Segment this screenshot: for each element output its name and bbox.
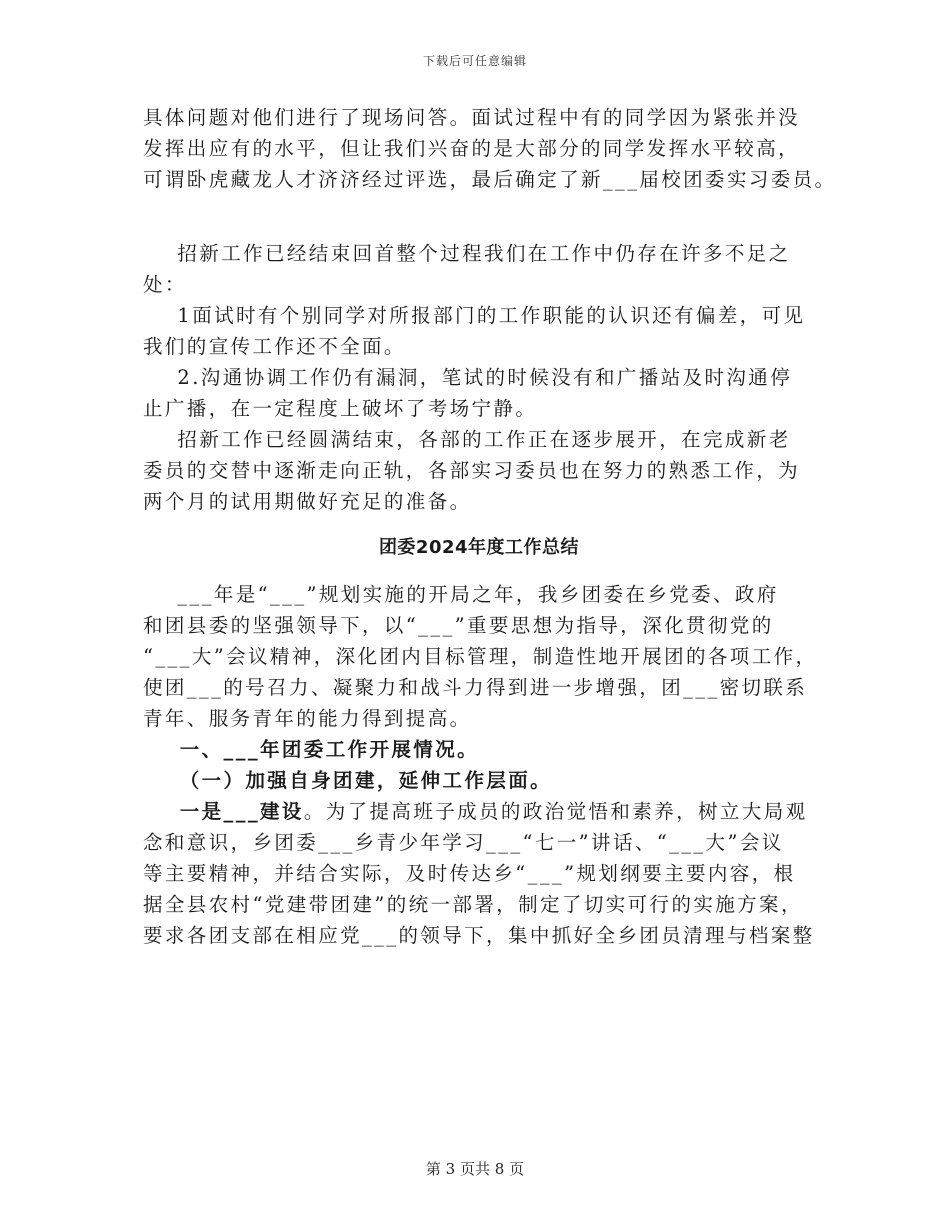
text-line: 等主要精神，并结合实际，及时传达乡“___”规划纲要主要内容，根 <box>143 862 796 885</box>
page-footer: 第 3 页共 8 页 <box>425 1160 525 1178</box>
text-line: 2.沟通协调工作仍有漏洞，笔试的时候没有和广播站及时沟通停 <box>143 366 793 389</box>
text-line: 招新工作已经结束回首整个过程我们在工作中仍存在许多不足之 <box>143 242 791 265</box>
text-line <box>143 796 815 827</box>
text-line: 使团___的号召力、凝聚力和战斗力得到进一步增强，团___密切联系 <box>143 676 808 699</box>
text-line: 1面试时有个别同学对所报部门的工作职能的认识还有偏差，可见 <box>143 304 806 327</box>
text-line: “___大”会议精神，深化团内目标管理，制造性地开展团的各项工作， <box>143 645 818 668</box>
heading-level-2: （一）加强自身团建，延伸工作层面。 <box>143 769 553 792</box>
text-line: 招新工作已经圆满结束，各部的工作正在逐步展开，在完成新老 <box>143 428 791 451</box>
text-line: 具体问题对他们进行了现场问答。面试过程中有的同学因为紧张并没 <box>143 106 801 129</box>
document-body <box>143 102 837 951</box>
text-line: 念和意识，乡团委___乡青少年学习___“七一”讲话、“___大”会议 <box>143 831 784 854</box>
paragraph-gap <box>143 567 815 579</box>
paragraph-gap <box>143 517 815 529</box>
section-title: 团委2024年度工作总结 <box>378 537 580 558</box>
text-line: 和团县委的坚强领导下，以“___”重要思想为指导，深化贯彻党的 <box>143 614 774 637</box>
text-line: ___年是“___”规划实施的开局之年，我乡团委在乡党委、政府 <box>143 583 779 606</box>
text-line: 青年、服务青年的能力得到提高。 <box>143 707 472 730</box>
text-line: 止广播，在一定程度上破坏了考场宁静。 <box>143 397 538 420</box>
text-line: 可谓卧虎藏龙人才济济经过评选，最后确定了新___届校团委实习委员。 <box>143 168 837 191</box>
text-line: 两个月的试用期做好充足的准备。 <box>143 490 472 513</box>
paragraph-gap <box>143 195 815 238</box>
lead-phrase: 一是___建设 <box>143 800 304 823</box>
text-line: 据全县农村“党建带团建”的统一部署，制定了切实可行的实施方案， <box>143 893 803 916</box>
text-line: 要求各团支部在相应党___的领导下，集中抓好全乡团员清理与档案整 <box>143 924 815 947</box>
text-line: 发挥出应有的水平，但让我们兴奋的是大部分的同学发挥水平较高， <box>143 137 801 160</box>
text-line: 我们的宣传工作还不全面。 <box>143 335 406 358</box>
heading-level-1: 一、___年团委工作开展情况。 <box>143 738 480 761</box>
page-header: 下载后可任意编辑 <box>422 54 527 68</box>
lead-rest: 。为了提高班子成员的政治觉悟和素养，树立大局观 <box>303 800 808 823</box>
text-line: 委员的交替中逐渐走向正轨，各部实习委员也在努力的熟悉工作，为 <box>143 459 801 482</box>
text-line: 处： <box>143 273 187 296</box>
